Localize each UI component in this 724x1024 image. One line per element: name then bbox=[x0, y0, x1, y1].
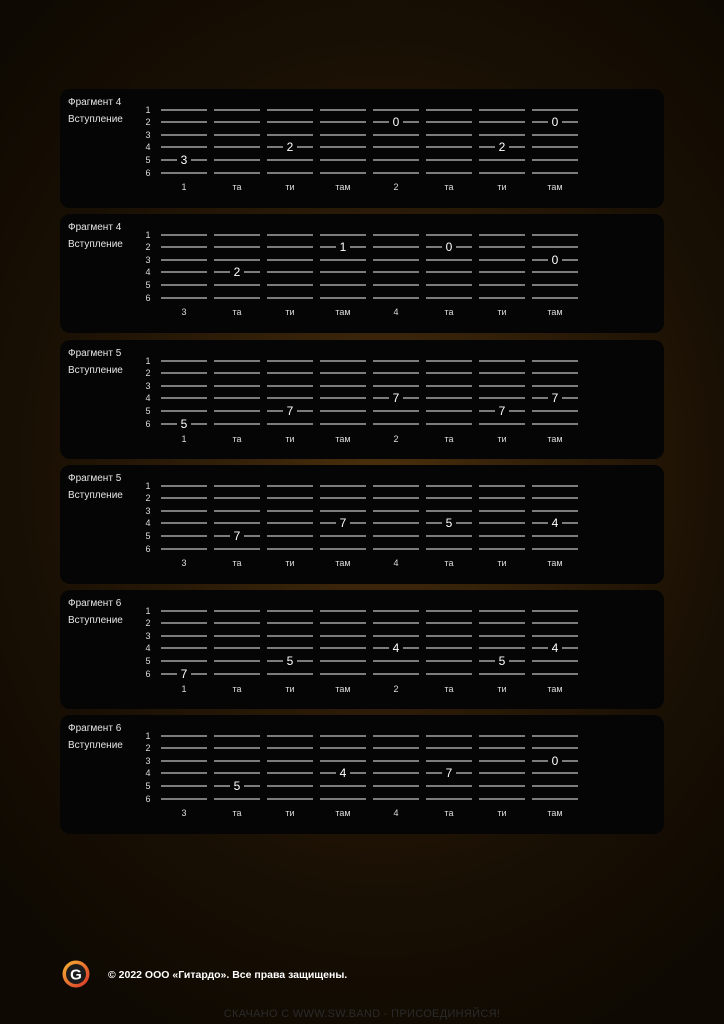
fret-number: 7 bbox=[498, 404, 506, 418]
beat-label: 4 bbox=[393, 808, 399, 818]
beat-label: там bbox=[335, 808, 351, 818]
beat-label: 1 bbox=[181, 684, 187, 694]
beat-label: 3 bbox=[181, 307, 187, 317]
beat-label: та bbox=[444, 808, 454, 818]
beat-label: та bbox=[232, 558, 242, 568]
fragment-title: Фрагмент 4 bbox=[68, 222, 122, 233]
string-number: 1 bbox=[145, 481, 151, 491]
fragment-title: Фрагмент 4 bbox=[68, 97, 122, 108]
beat-label: ти bbox=[285, 558, 295, 568]
fret-number: 7 bbox=[339, 516, 347, 530]
fragment-title: Фрагмент 5 bbox=[68, 473, 122, 484]
fret-number: 0 bbox=[445, 240, 453, 254]
fret-number: 5 bbox=[233, 779, 241, 793]
beat-label: ти bbox=[285, 808, 295, 818]
beat-label: та bbox=[232, 808, 242, 818]
beat-label: ти bbox=[497, 182, 507, 192]
beat-label: та bbox=[232, 307, 242, 317]
string-number: 5 bbox=[145, 531, 151, 541]
string-number: 3 bbox=[145, 255, 151, 265]
fret-number: 7 bbox=[445, 766, 453, 780]
beat-label: ти bbox=[285, 307, 295, 317]
beat-label: 2 bbox=[393, 182, 399, 192]
string-number: 4 bbox=[145, 393, 151, 403]
string-number: 1 bbox=[145, 105, 151, 115]
string-number: 6 bbox=[145, 544, 151, 554]
fret-number: 4 bbox=[551, 641, 559, 655]
beat-label: 3 bbox=[181, 558, 187, 568]
beat-label: 4 bbox=[393, 558, 399, 568]
fragment-subtitle: Вступление bbox=[68, 114, 123, 125]
beat-label: та bbox=[444, 307, 454, 317]
string-number: 3 bbox=[145, 130, 151, 140]
string-number: 2 bbox=[145, 743, 151, 753]
fret-number: 7 bbox=[551, 391, 559, 405]
tab-staff bbox=[60, 465, 664, 584]
beat-label: там bbox=[335, 182, 351, 192]
fret-number: 5 bbox=[180, 417, 188, 431]
beat-label: та bbox=[444, 684, 454, 694]
beat-label: та bbox=[232, 684, 242, 694]
logo-letter: G bbox=[70, 966, 82, 984]
tab-staff bbox=[60, 715, 664, 834]
beat-label: там bbox=[335, 684, 351, 694]
copyright-text: © 2022 ООО «Гитардо». Все права защищены. bbox=[108, 969, 348, 981]
tab-card bbox=[60, 89, 664, 208]
beat-label: та bbox=[444, 434, 454, 444]
tab-card bbox=[60, 214, 664, 333]
string-number: 6 bbox=[145, 669, 151, 679]
tab-staff bbox=[60, 89, 664, 208]
string-number: 3 bbox=[145, 631, 151, 641]
fret-number: 3 bbox=[180, 153, 188, 167]
beat-label: там bbox=[547, 434, 563, 444]
tab-staff bbox=[60, 340, 664, 459]
string-number: 2 bbox=[145, 242, 151, 252]
beat-label: 2 bbox=[393, 684, 399, 694]
string-number: 4 bbox=[145, 768, 151, 778]
beat-label: там bbox=[335, 558, 351, 568]
string-number: 5 bbox=[145, 155, 151, 165]
beat-label: та bbox=[232, 182, 242, 192]
beat-label: там bbox=[547, 307, 563, 317]
fret-number: 0 bbox=[551, 253, 559, 267]
fragment-subtitle: Вступление bbox=[68, 365, 123, 376]
fret-number: 7 bbox=[233, 529, 241, 543]
fragment-title: Фрагмент 6 bbox=[68, 723, 122, 734]
fragment-subtitle: Вступление bbox=[68, 740, 123, 751]
string-number: 2 bbox=[145, 493, 151, 503]
fret-number: 2 bbox=[286, 140, 294, 154]
string-number: 5 bbox=[145, 406, 151, 416]
fragment-title: Фрагмент 6 bbox=[68, 598, 122, 609]
beat-label: там bbox=[547, 808, 563, 818]
beat-label: там bbox=[547, 684, 563, 694]
tab-card bbox=[60, 340, 664, 459]
beat-label: та bbox=[444, 182, 454, 192]
fret-number: 5 bbox=[445, 516, 453, 530]
beat-label: та bbox=[444, 558, 454, 568]
string-number: 6 bbox=[145, 293, 151, 303]
beat-label: 3 bbox=[181, 808, 187, 818]
beat-label: та bbox=[232, 434, 242, 444]
string-number: 2 bbox=[145, 117, 151, 127]
beat-label: 1 bbox=[181, 182, 187, 192]
beat-label: ти bbox=[285, 182, 295, 192]
fret-number: 4 bbox=[339, 766, 347, 780]
string-number: 2 bbox=[145, 368, 151, 378]
string-number: 6 bbox=[145, 168, 151, 178]
fret-number: 4 bbox=[392, 641, 400, 655]
beat-label: там bbox=[335, 434, 351, 444]
gitardo-logo-icon bbox=[62, 960, 90, 988]
beat-label: там bbox=[547, 182, 563, 192]
fret-number: 7 bbox=[180, 667, 188, 681]
string-number: 1 bbox=[145, 230, 151, 240]
tab-card bbox=[60, 465, 664, 584]
string-number: 1 bbox=[145, 606, 151, 616]
string-number: 4 bbox=[145, 267, 151, 277]
string-number: 4 bbox=[145, 643, 151, 653]
beat-label: 2 bbox=[393, 434, 399, 444]
fret-number: 7 bbox=[286, 404, 294, 418]
beat-label: ти bbox=[497, 307, 507, 317]
beat-label: там bbox=[547, 558, 563, 568]
string-number: 3 bbox=[145, 756, 151, 766]
watermark-text: СКАЧАНО С WWW.SW.BAND - ПРИСОЕДИНЯЙСЯ! bbox=[223, 1008, 501, 1020]
string-number: 6 bbox=[145, 794, 151, 804]
fret-number: 1 bbox=[339, 240, 347, 254]
beat-label: 1 bbox=[181, 434, 187, 444]
string-number: 1 bbox=[145, 356, 151, 366]
string-number: 5 bbox=[145, 781, 151, 791]
string-number: 5 bbox=[145, 280, 151, 290]
beat-label: ти bbox=[497, 434, 507, 444]
fret-number: 7 bbox=[392, 391, 400, 405]
tab-card bbox=[60, 715, 664, 834]
beat-label: ти bbox=[497, 808, 507, 818]
string-number: 3 bbox=[145, 506, 151, 516]
fret-number: 2 bbox=[498, 140, 506, 154]
tab-staff bbox=[60, 214, 664, 333]
beat-label: ти bbox=[497, 684, 507, 694]
fret-number: 0 bbox=[551, 754, 559, 768]
fragment-subtitle: Вступление bbox=[68, 490, 123, 501]
fret-number: 5 bbox=[286, 654, 294, 668]
fragment-subtitle: Вступление bbox=[68, 615, 123, 626]
beat-label: там bbox=[335, 307, 351, 317]
fragment-subtitle: Вступление bbox=[68, 239, 123, 250]
fret-number: 0 bbox=[392, 115, 400, 129]
tab-staff bbox=[60, 590, 664, 709]
fret-number: 0 bbox=[551, 115, 559, 129]
beat-label: ти bbox=[285, 684, 295, 694]
string-number: 6 bbox=[145, 419, 151, 429]
string-number: 1 bbox=[145, 731, 151, 741]
fret-number: 2 bbox=[233, 265, 241, 279]
beat-label: ти bbox=[285, 434, 295, 444]
string-number: 4 bbox=[145, 518, 151, 528]
beat-label: 4 bbox=[393, 307, 399, 317]
beat-label: ти bbox=[497, 558, 507, 568]
string-number: 3 bbox=[145, 381, 151, 391]
string-number: 4 bbox=[145, 142, 151, 152]
string-number: 2 bbox=[145, 618, 151, 628]
fragment-title: Фрагмент 5 bbox=[68, 348, 122, 359]
fret-number: 4 bbox=[551, 516, 559, 530]
string-number: 5 bbox=[145, 656, 151, 666]
tab-card bbox=[60, 590, 664, 709]
fret-number: 5 bbox=[498, 654, 506, 668]
